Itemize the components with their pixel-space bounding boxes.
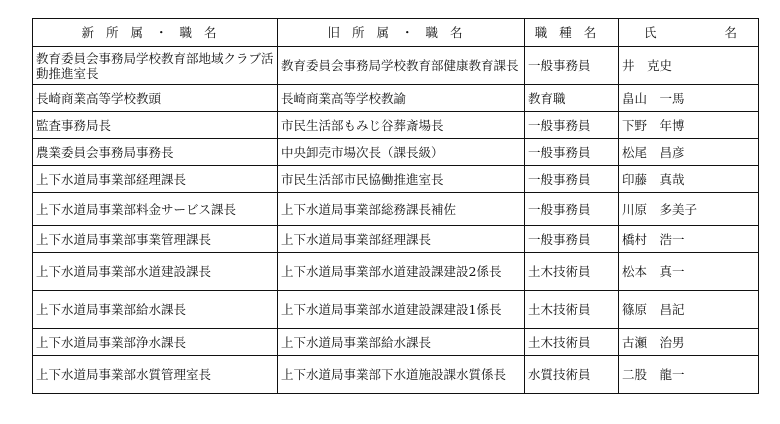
- cell-old-post: 上下水道局事業部経理課長: [278, 226, 525, 253]
- cell-name: 井 克史: [619, 47, 759, 85]
- cell-job-type: 一般事務員: [525, 47, 619, 85]
- cell-new-post: 農業委員会事務局事務長: [33, 139, 278, 166]
- cell-name: 篠原 昌記: [619, 291, 759, 329]
- cell-old-post: 教育委員会事務局学校教育部健康教育課長: [278, 47, 525, 85]
- cell-job-type: 土木技術員: [525, 291, 619, 329]
- cell-old-post: 上下水道局事業部水道建設課建設1係長: [278, 291, 525, 329]
- table-row: [33, 291, 759, 329]
- cell-name: 松本 真一: [619, 253, 759, 291]
- cell-job-type: 一般事務員: [525, 112, 619, 139]
- table-row: [33, 226, 759, 253]
- cell-old-post: 上下水道局事業部給水課長: [278, 329, 525, 356]
- header-new-post: 新所属・職名: [33, 19, 278, 47]
- cell-job-type: 一般事務員: [525, 226, 619, 253]
- cell-name: 橋村 浩一: [619, 226, 759, 253]
- cell-new-post: 上下水道局事業部料金サービス課長: [33, 193, 278, 226]
- cell-name: 下野 年博: [619, 112, 759, 139]
- cell-new-post: 上下水道局事業部事業管理課長: [33, 226, 278, 253]
- header-old-post: 旧所属・職名: [278, 19, 525, 47]
- cell-job-type: 一般事務員: [525, 193, 619, 226]
- cell-job-type: 一般事務員: [525, 166, 619, 193]
- table-row: [33, 112, 759, 139]
- cell-old-post: 上下水道局事業部総務課長補佐: [278, 193, 525, 226]
- header-job-type: 職種名: [525, 19, 619, 47]
- header-name-a: 氏: [644, 25, 657, 40]
- header-name-b: 名: [724, 25, 737, 40]
- cell-new-post: 上下水道局事業部浄水課長: [33, 329, 278, 356]
- cell-name: 松尾 昌彦: [619, 139, 759, 166]
- cell-new-post: 長崎商業高等学校教頭: [33, 85, 278, 112]
- cell-new-post: 上下水道局事業部給水課長: [33, 291, 278, 329]
- cell-old-post: 上下水道局事業部水道建設課建設2係長: [278, 253, 525, 291]
- cell-job-type: 土木技術員: [525, 329, 619, 356]
- cell-job-type: 教育職: [525, 85, 619, 112]
- cell-name: 川原 多美子: [619, 193, 759, 226]
- cell-new-post: 上下水道局事業部水質管理室長: [33, 356, 278, 394]
- table-row: [33, 47, 759, 85]
- table-row: [33, 166, 759, 193]
- cell-new-post: 上下水道局事業部水道建設課長: [33, 253, 278, 291]
- table-row: [33, 193, 759, 226]
- cell-job-type: 土木技術員: [525, 253, 619, 291]
- cell-old-post: 中央卸売市場次長（課長級）: [278, 139, 525, 166]
- personnel-document: [32, 18, 758, 394]
- table-row: [33, 356, 759, 394]
- table-row: [33, 139, 759, 166]
- cell-old-post: 長崎商業高等学校教諭: [278, 85, 525, 112]
- header-name: [619, 19, 759, 47]
- cell-name: 古瀬 治男: [619, 329, 759, 356]
- table-row: [33, 85, 759, 112]
- cell-old-post: 上下水道局事業部下水道施設課水質係長: [278, 356, 525, 394]
- cell-job-type: 水質技術員: [525, 356, 619, 394]
- cell-name: 二股 龍一: [619, 356, 759, 394]
- cell-new-post: 監査事務局長: [33, 112, 278, 139]
- cell-old-post: 市民生活部もみじ谷葬斎場長: [278, 112, 525, 139]
- table-row: [33, 253, 759, 291]
- table-row: [33, 329, 759, 356]
- cell-name: 印藤 真哉: [619, 166, 759, 193]
- cell-new-post: 教育委員会事務局学校教育部地域クラブ活動推進室長: [33, 47, 278, 85]
- cell-new-post: 上下水道局事業部経理課長: [33, 166, 278, 193]
- cell-job-type: 一般事務員: [525, 139, 619, 166]
- personnel-table: [32, 18, 759, 394]
- header-row: [33, 19, 759, 47]
- cell-name: 畠山 一馬: [619, 85, 759, 112]
- cell-old-post: 市民生活部市民協働推進室長: [278, 166, 525, 193]
